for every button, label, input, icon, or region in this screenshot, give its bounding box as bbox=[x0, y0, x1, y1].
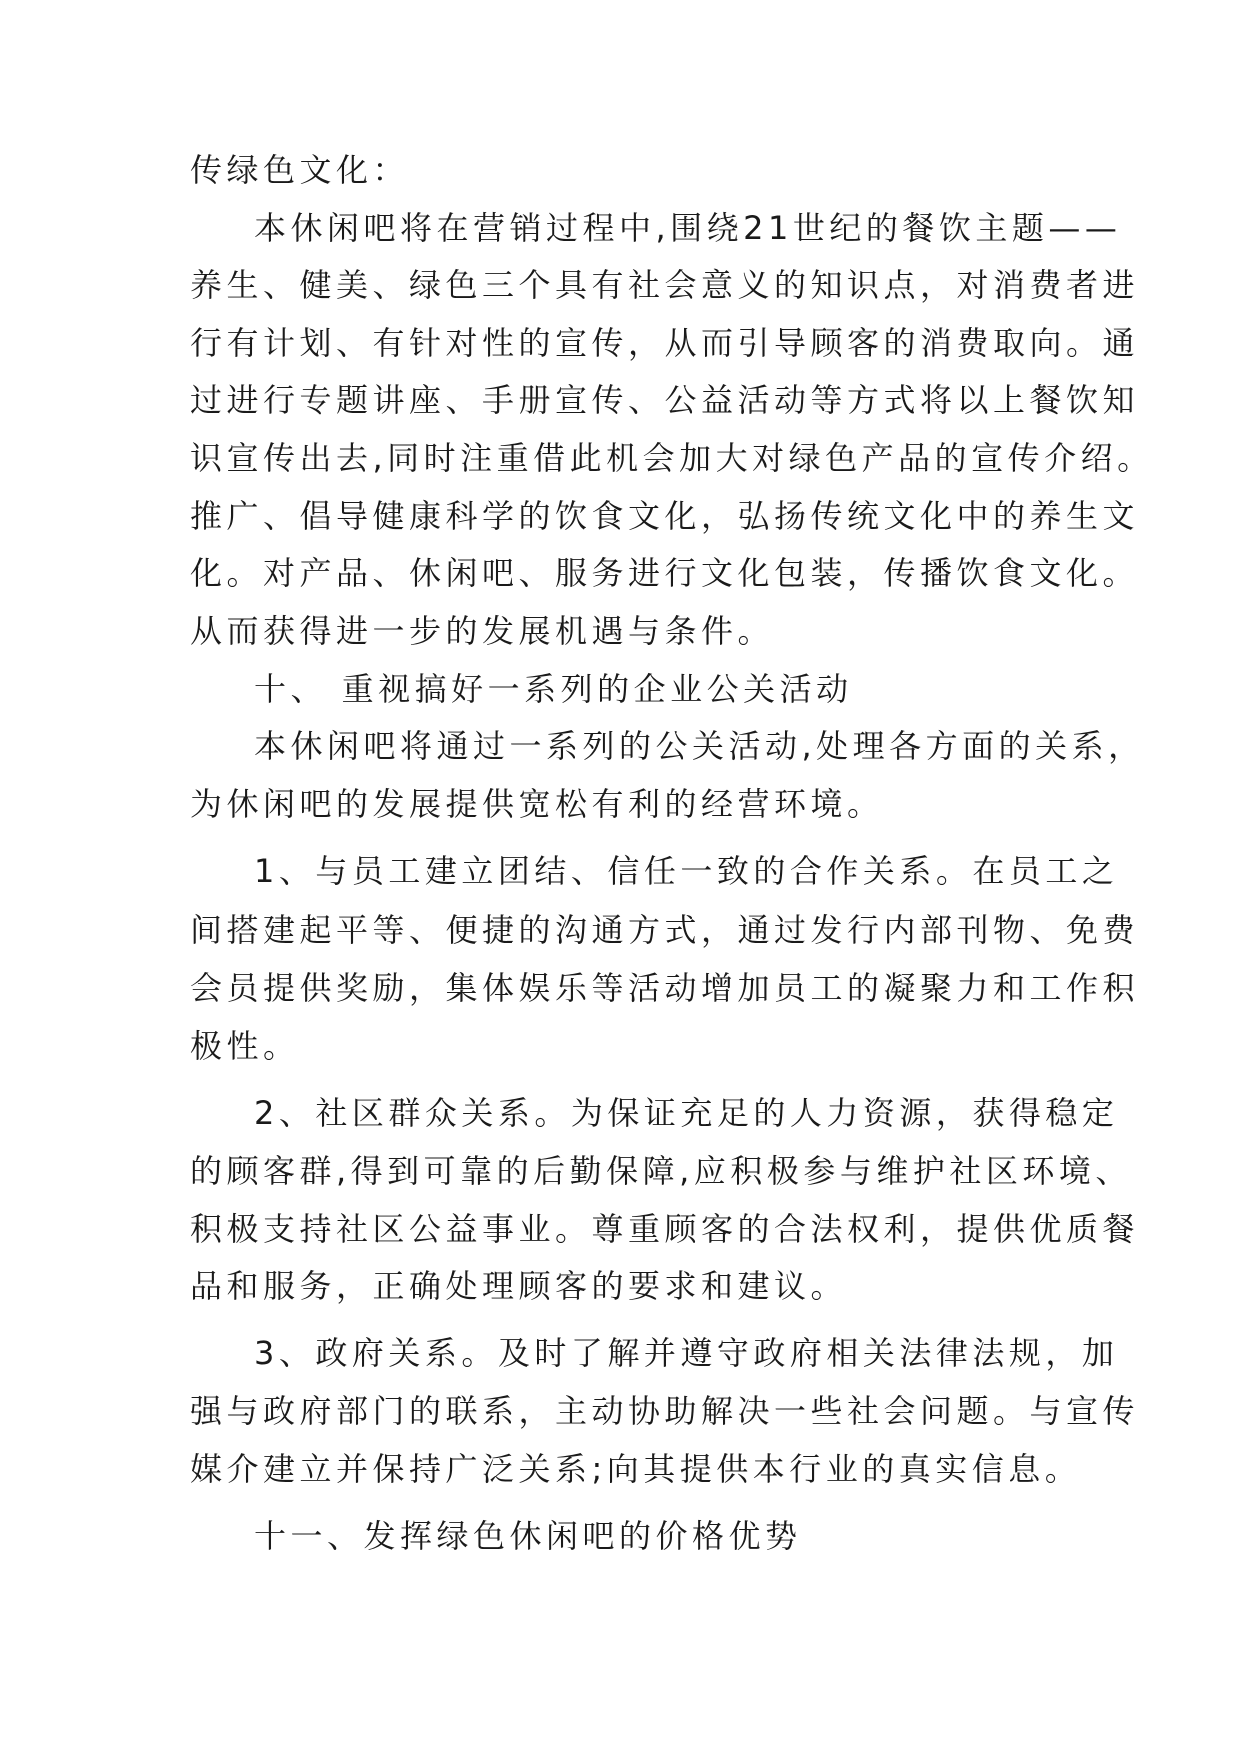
text-line: 识宣传出去,同时注重借此机会加大对绿色产品的宣传介绍。 bbox=[190, 439, 1154, 477]
paragraph-start: 本休闲吧将在营销过程中,围绕21世纪的餐饮主题—— bbox=[254, 209, 1122, 247]
section-heading: 十、 重视搞好一系列的企业公关活动 bbox=[254, 670, 853, 708]
paragraph-start: 本休闲吧将通过一系列的公关活动,处理各方面的关系， bbox=[254, 727, 1145, 765]
text-line: 行有计划、有针对性的宣传，从而引导顾客的消费取向。通 bbox=[190, 324, 1140, 362]
text-line: 养生、健美、绿色三个具有社会意义的知识点，对消费者进 bbox=[190, 266, 1140, 304]
text-line: 极性。 bbox=[190, 1027, 300, 1065]
text-line: 的顾客群,得到可靠的后勤保障,应积极参与维护社区环境、 bbox=[190, 1152, 1132, 1190]
text-line: 从而获得进一步的发展机遇与条件。 bbox=[190, 612, 775, 650]
section-heading: 十一、发挥绿色休闲吧的价格优势 bbox=[254, 1517, 802, 1555]
text-line: 品和服务，正确处理顾客的要求和建议。 bbox=[190, 1267, 848, 1305]
text-line: 媒介建立并保持广泛关系;向其提供本行业的真实信息。 bbox=[190, 1450, 1082, 1488]
text-line: 会员提供奖励，集体娱乐等活动增加员工的凝聚力和工作积 bbox=[190, 969, 1140, 1007]
text-line: 积极支持社区公益事业。尊重顾客的合法权利，提供优质餐 bbox=[190, 1210, 1140, 1248]
paragraph-start: 1、与员工建立团结、信任一致的合作关系。在员工之 bbox=[254, 852, 1119, 890]
text-line: 推广、倡导健康科学的饮食文化，弘扬传统文化中的养生文 bbox=[190, 497, 1140, 535]
text-line: 间搭建起平等、便捷的沟通方式，通过发行内部刊物、免费 bbox=[190, 911, 1140, 949]
paragraph-start: 3、政府关系。及时了解并遵守政府相关法律法规，加 bbox=[254, 1334, 1119, 1372]
text-line: 化。对产品、休闲吧、服务进行文化包装，传播饮食文化。 bbox=[190, 554, 1140, 592]
paragraph-start: 2、社区群众关系。为保证充足的人力资源，获得稳定 bbox=[254, 1094, 1119, 1132]
text-line: 过进行专题讲座、手册宣传、公益活动等方式将以上餐饮知 bbox=[190, 381, 1140, 419]
text-line: 为休闲吧的发展提供宽松有利的经营环境。 bbox=[190, 785, 884, 823]
text-line: 传绿色文化： bbox=[190, 151, 410, 189]
text-line: 强与政府部门的联系，主动协助解决一些社会问题。与宣传 bbox=[190, 1392, 1140, 1430]
